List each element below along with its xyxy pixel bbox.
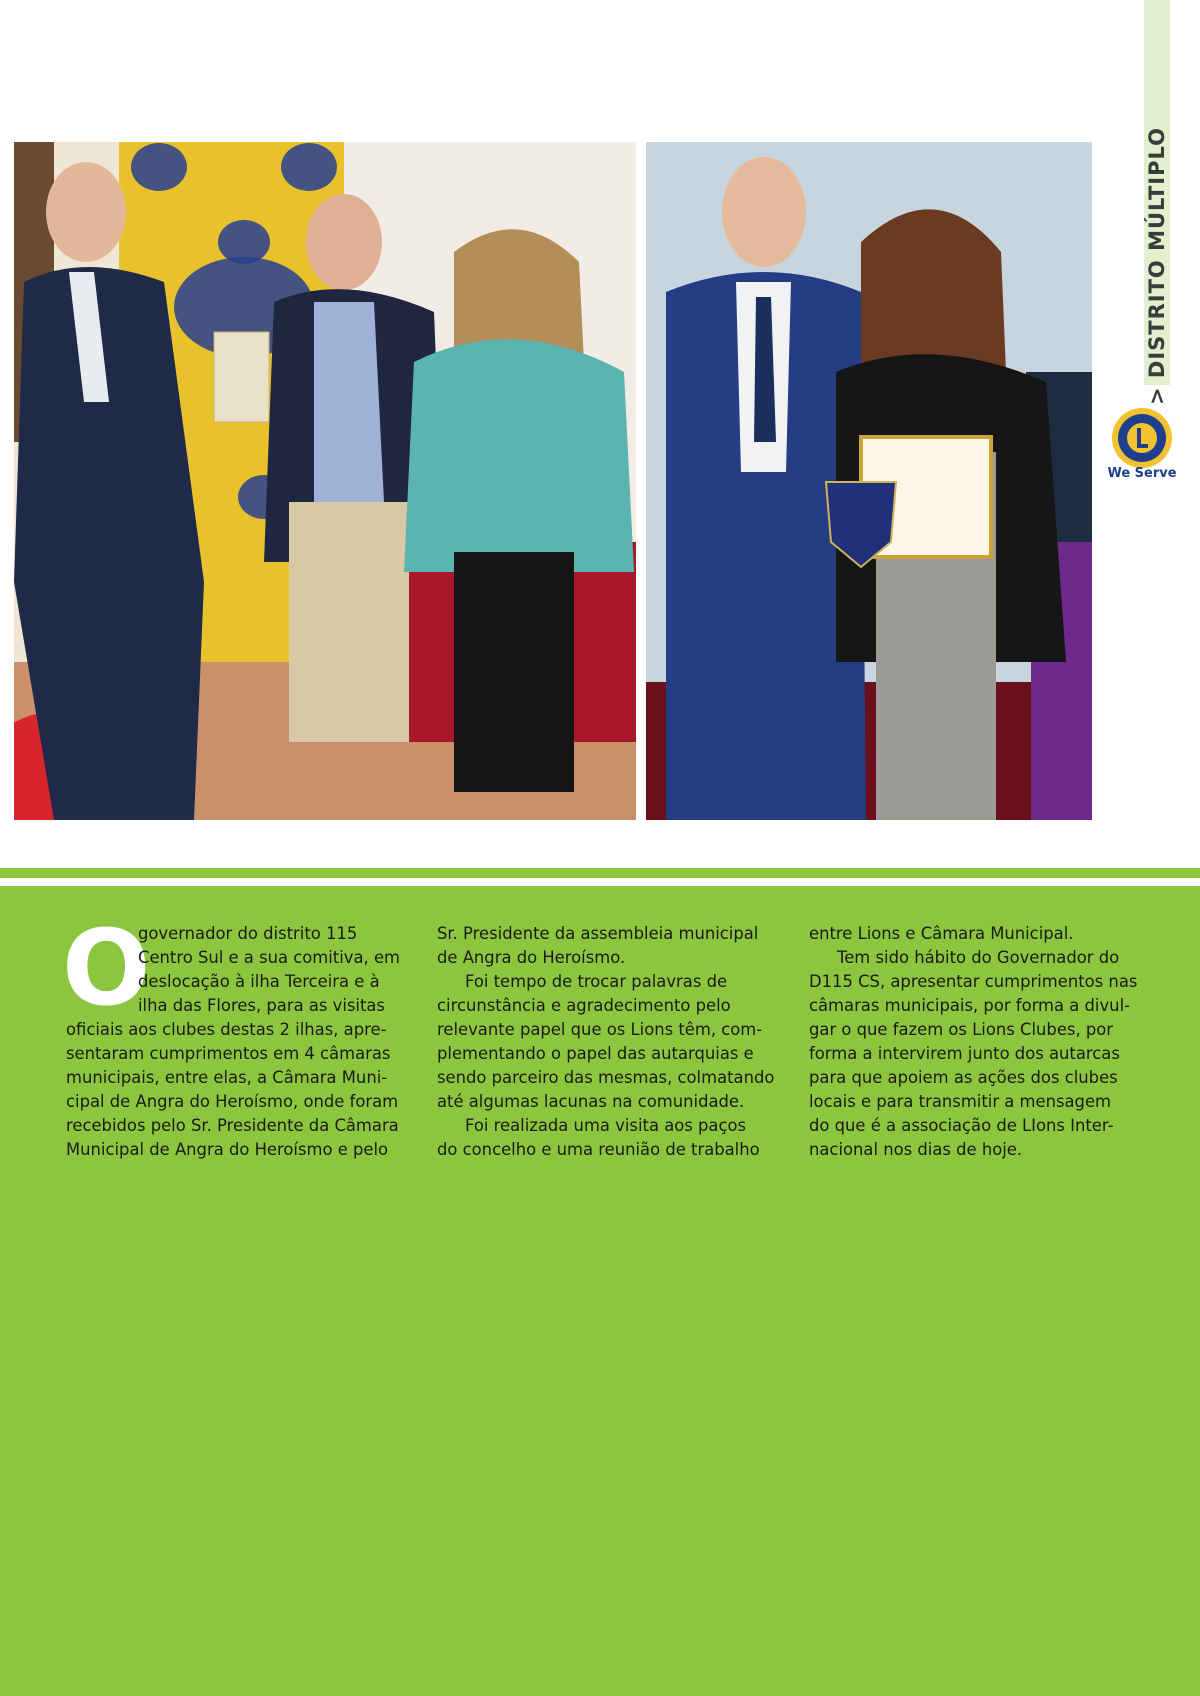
text-line: municipais, entre elas, a Câmara Muni- bbox=[66, 1068, 388, 1087]
text-line: locais e para transmitir a mensagem bbox=[809, 1092, 1111, 1111]
lions-international-logo-icon bbox=[1110, 406, 1174, 470]
text-line: relevante papel que os Lions têm, com- bbox=[437, 1020, 763, 1039]
section-label-text: > DISTRITO MÚLTIPLO bbox=[1145, 126, 1170, 405]
text-line: nacional nos dias de hoje. bbox=[809, 1140, 1023, 1159]
text-line: ilha das Flores, para as visitas bbox=[138, 996, 385, 1015]
text-line: Centro Sul e a sua comitiva, em bbox=[138, 948, 401, 967]
text-line: Foi tempo de trocar palavras de bbox=[465, 972, 728, 991]
text-line: plementando o papel das autarquias e bbox=[437, 1044, 754, 1063]
text-line: oficiais aos clubes destas 2 ilhas, apre- bbox=[66, 1020, 387, 1039]
text-line: para que apoiem as ações dos clubes bbox=[809, 1068, 1118, 1087]
text-line: Municipal de Angra do Heroísmo e pelo bbox=[66, 1140, 389, 1159]
text-line: Tem sido hábito do Governador do bbox=[837, 948, 1120, 967]
text-line: do que é a associação de LIons Inter- bbox=[809, 1116, 1114, 1135]
text-line: gar o que fazem os Lions Clubes, por bbox=[809, 1020, 1114, 1039]
article-column-2 bbox=[437, 922, 775, 1162]
drop-cap: O bbox=[62, 907, 151, 1029]
article-column-1 bbox=[66, 922, 401, 1162]
text-line: deslocação à ilha Terceira e à bbox=[138, 972, 380, 991]
text-line: recebidos pelo Sr. Presidente da Câmara bbox=[66, 1116, 399, 1135]
text-line: governador do distrito 115 bbox=[138, 924, 358, 943]
text-line: até algumas lacunas na comunidade. bbox=[437, 1092, 745, 1111]
text-line: sendo parceiro das mesmas, colmatando bbox=[437, 1068, 775, 1087]
green-divider bbox=[0, 868, 1200, 878]
text-line: entre Lions e Câmara Municipal. bbox=[809, 924, 1074, 943]
text-line: D115 CS, apresentar cumprimentos nas bbox=[809, 972, 1138, 991]
text-line: câmaras municipais, por forma a divul- bbox=[809, 996, 1131, 1015]
text-line: Sr. Presidente da assembleia municipal bbox=[437, 924, 759, 943]
text-line: do concelho e uma reunião de trabalho bbox=[437, 1140, 760, 1159]
section-label bbox=[1142, 126, 1172, 405]
text-line: Foi realizada uma visita aos paços bbox=[465, 1116, 747, 1135]
text-line: forma a intervirem junto dos autarcas bbox=[809, 1044, 1120, 1063]
text-line: circunstância e agradecimento pelo bbox=[437, 996, 731, 1015]
text-line: cipal de Angra do Heroísmo, onde foram bbox=[66, 1092, 399, 1111]
photo-certificate-presentation bbox=[646, 142, 1092, 820]
tagline: We Serve bbox=[1107, 466, 1177, 481]
text-line: de Angra do Heroísmo. bbox=[437, 948, 626, 967]
photo-trophy-presentation bbox=[14, 142, 636, 820]
article-column-3 bbox=[809, 922, 1144, 1162]
text-line: sentaram cumprimentos em 4 câmaras bbox=[66, 1044, 391, 1063]
